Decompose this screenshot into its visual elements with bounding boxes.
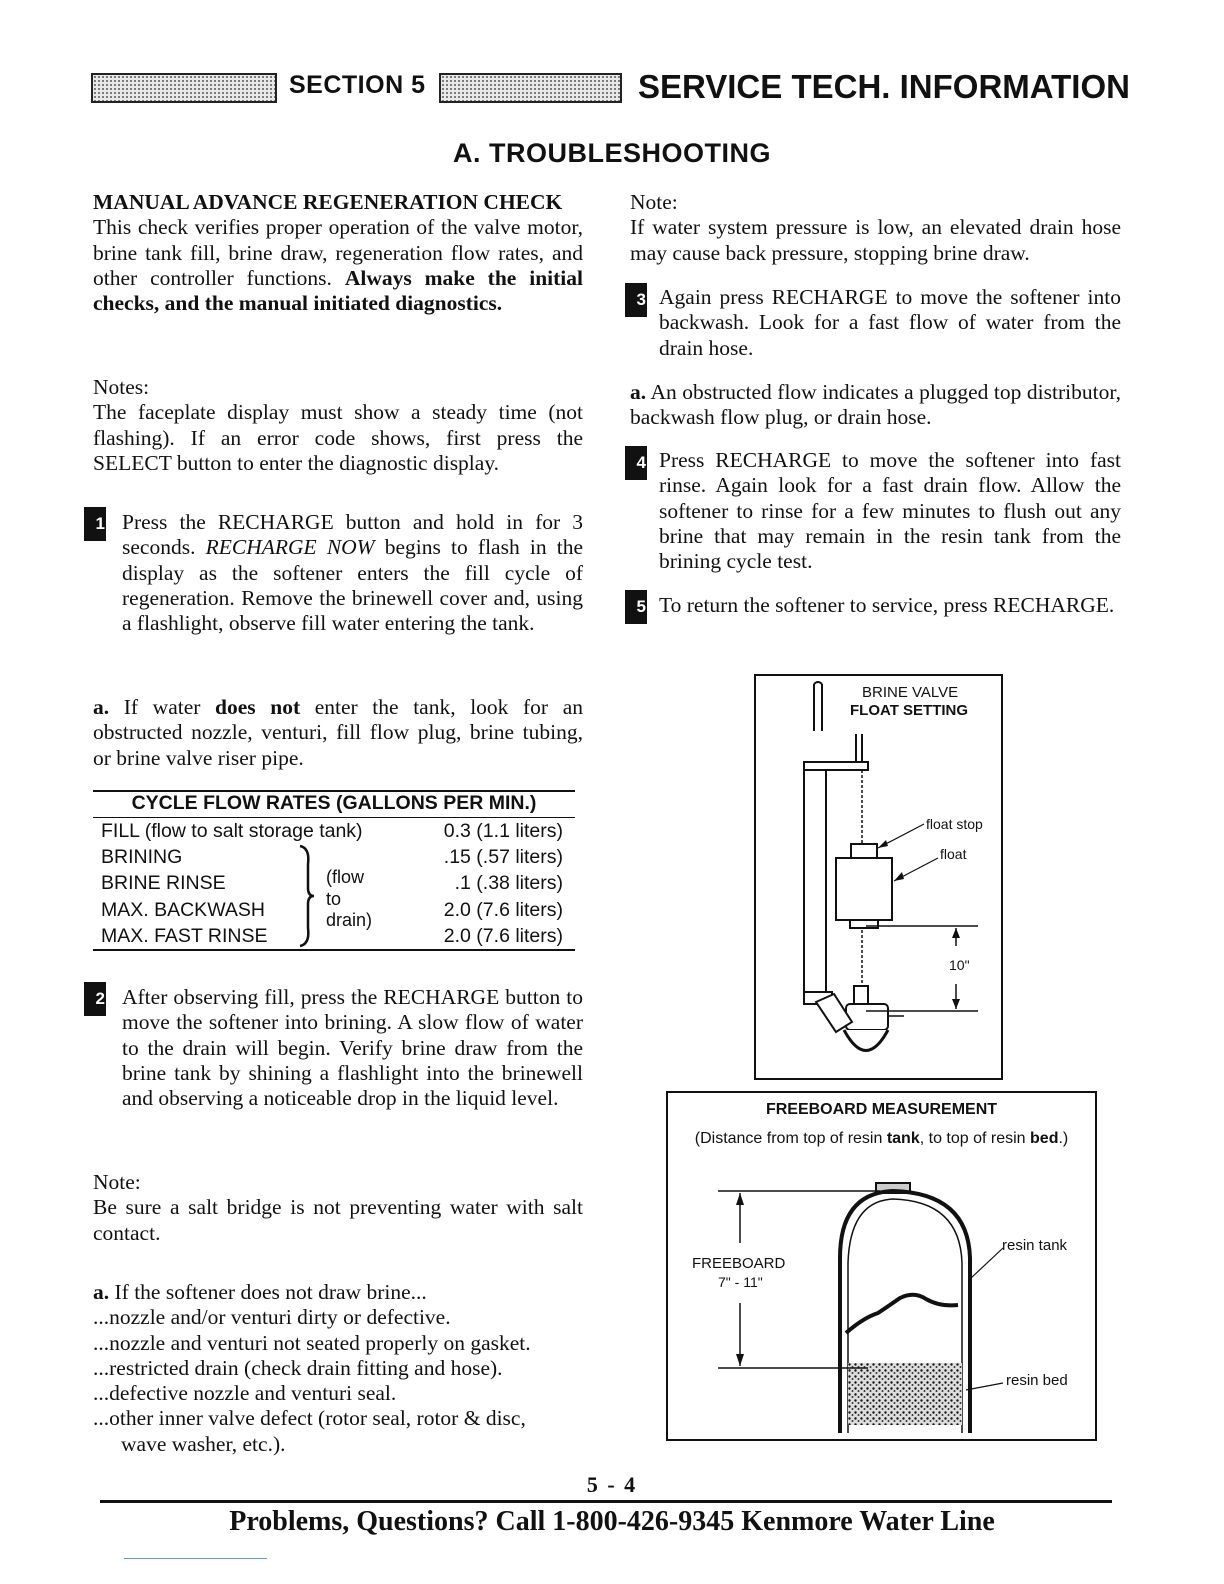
step-1a-post: enter the tank, look for an obstructed nozzle, venturi, fill flow plug, brine tubing, or brine valve riser pipe. [93,695,583,770]
note-2-block [93,1170,583,1246]
step-1a-block [93,695,583,771]
table-row-value: .15 (.57 liters) [443,846,563,868]
freeboard-label: FREEBOARD [692,1255,786,1272]
resin-bed-label: resin bed [1006,1372,1068,1389]
intro-text: This check verifies proper operation of the valve motor, brine tank fill, brine draw, regeneration flow rates, and other controller functions. [93,215,583,290]
step-2-text [122,985,583,1111]
right-note-text: If water system pressure is low, an elevated drain hose may cause back pressure, stopping brine draw. [630,215,1121,265]
table-row-value: 2.0 (7.6 liters) [443,899,563,921]
brace-line: drain) [326,910,373,930]
table-bottom-rule [93,949,575,951]
footer-divider [100,1500,1112,1503]
section-subtitle: A. TROUBLESHOOTING [453,138,771,168]
brine-valve-figure [754,674,1003,1080]
float-setting-label: FLOAT SETTING [850,702,969,719]
step-5-text [659,593,1121,618]
note-2-text: Be sure a salt bridge is not preventing water with salt contact. [93,1195,583,1245]
step-4-text [659,448,1121,574]
freeboard-title: FREEBOARD MEASUREMENT [765,1101,998,1118]
list-item: ...restricted drain (check drain fitting and hose). [93,1355,503,1380]
step-3a-block [630,380,1121,431]
table-row-label: BRINING [101,846,183,868]
caption-bed-bold: bed [1030,1130,1059,1147]
step-1-part-a: Press the RECHARGE button and hold in for 3 seconds. [122,510,583,560]
step-1-part-b: begins to flash in the display as the softener enters the fill cycle of regeneration. Remove the brinewell cover and, using a flashlight, observe fill water entering the tank. [122,535,584,636]
table-row-label: MAX. BACKWASH [101,899,265,921]
step-2-marker: 2 [84,982,106,1016]
list-item: ...nozzle and venturi not seated properly on gasket. [93,1330,531,1355]
step-1a-pre: If water [123,695,201,719]
float-label: float [940,846,967,862]
step-1-text [122,510,583,636]
intro-bold-text: Always make the initial checks, and the manual initiated diagnostics. [93,265,583,316]
brace-icon [296,844,316,948]
check-heading: MANUAL ADVANCE REGENERATION CHECK [93,190,563,214]
decorative-line [124,1558,267,1559]
step-3a-label: a. [630,380,647,404]
notes-heading: Notes: [93,375,150,399]
freeboard-range-label: 7" - 11" [718,1274,763,1290]
footer-help-line: Problems, Questions? Call 1-800-426-9345 Kenmore Water Line [229,1506,995,1537]
step-3a-text: An obstructed flow indicates a plugged top distributor, backwash flow plug, or drain hose. [630,380,1121,430]
notes-text: The faceplate display must show a steady time (not flashing). If an error code shows, first press the SELECT button to enter the diagnostic display. [93,400,583,475]
table-row-value: .1 (.38 liters) [454,872,563,894]
header-pattern-right [439,73,622,103]
intro-paragraph [93,215,583,316]
step-5-marker: 5 [625,590,647,624]
header-pattern-left [91,73,277,103]
section-label: SECTION 5 [289,71,426,99]
brace-line: to [326,889,342,909]
step-2a-label: a. [93,1280,110,1304]
table-title: CYCLE FLOW RATES (GALLONS PER MIN.) [131,792,537,814]
left-column [93,190,583,316]
step-1-marker: 1 [84,507,106,541]
caption-part: , to top of resin [919,1130,1031,1147]
step-2a-block [93,1280,593,1457]
page-title: SERVICE TECH. INFORMATION [638,68,1130,105]
dimension-label: 10" [949,957,970,973]
page-number: 5 - 4 [586,1472,638,1497]
step-5-paragraph: To return the softener to service, press RECHARGE. [659,593,1115,617]
table-row-label: BRINE RINSE [101,872,226,894]
float-stop-label: float stop [926,816,983,832]
step-3-text [659,285,1121,361]
brine-valve-drawing [756,676,1001,1078]
step-4-marker: 4 [625,446,647,480]
caption-tank-bold: tank [886,1130,920,1147]
step-3-paragraph: Again press RECHARGE to move the softener into backwash. Look for a fast flow of water from the drain hose. [659,285,1121,360]
right-note-block [630,190,1121,266]
caption-part: (Distance from top of resin [694,1130,887,1147]
step-2a-text: If the softener does not draw brine... [114,1280,427,1304]
table-row-label: FILL (flow to salt storage tank) [101,820,363,842]
brace-line: (flow [326,867,365,887]
step-3-marker: 3 [625,283,647,317]
freeboard-figure [666,1091,1097,1441]
step-1a-label: a. [93,695,110,719]
brine-valve-label: BRINE VALVE [862,684,959,701]
list-item: ...nozzle and/or venturi dirty or defective. [93,1305,451,1330]
table-row-label: MAX. FAST RINSE [101,925,268,947]
caption-part: .) [1058,1130,1069,1147]
step-1a-bold: does not [215,695,301,719]
table-row-value: 2.0 (7.6 liters) [443,925,563,947]
note-2-heading: Note: [93,1170,141,1194]
list-item: wave washer, etc.). [121,1431,286,1456]
step-2-paragraph: After observing fill, press the RECHARGE button to move the softener into brining. A slow flow of water to the drain will begin. Verify brine draw from the brine tank by shining a flashlight into the brinewell and observing a noticeable drop in the liquid level. [122,985,583,1111]
step-4-paragraph: Press RECHARGE to move the softener into fast rinse. Again look for a fast drain flow. Allow the softener to rinse for a few minutes to flush out any brine that may remain in the resin tank from the brining cycle test. [659,448,1121,574]
list-item: ...other inner valve defect (rotor seal, rotor & disc, [93,1406,526,1431]
recharge-now-text: RECHARGE NOW [205,535,375,560]
list-item: ...defective nozzle and venturi seal. [93,1381,397,1406]
notes-block [93,375,583,476]
right-note-heading: Note: [630,190,678,214]
resin-tank-label: resin tank [1002,1237,1068,1254]
table-header-rule [93,817,575,818]
table-row-value: 0.3 (1.1 liters) [443,820,563,842]
